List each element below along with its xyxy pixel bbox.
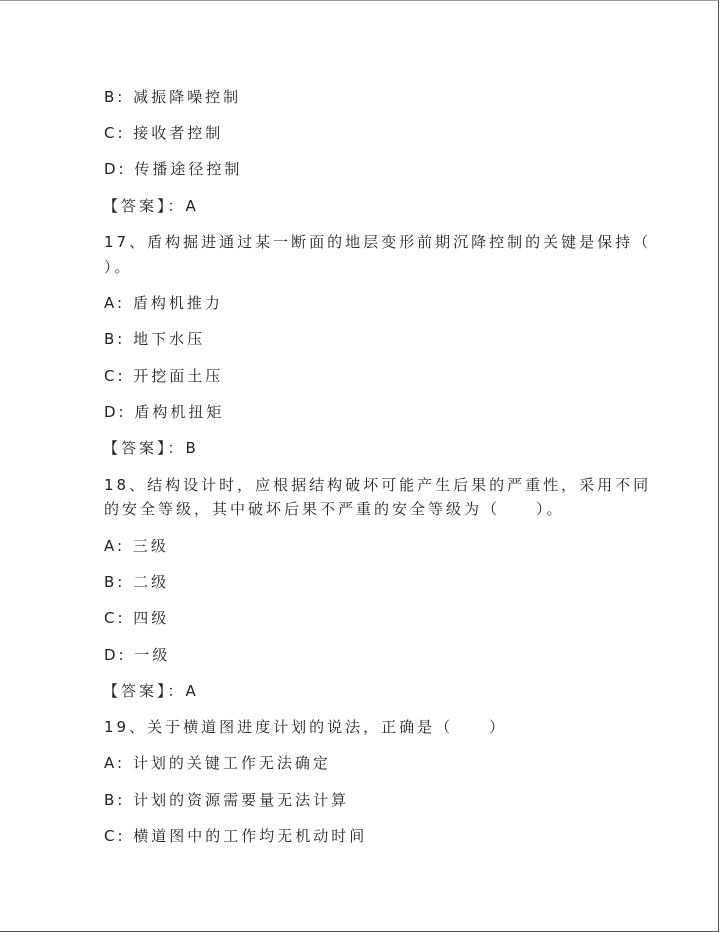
question-stem: 的安全等级，其中破坏后果不严重的安全等级为（ ）。 [104, 500, 565, 518]
option-line: A: 计划的关键工作无法确定 [104, 754, 331, 772]
answer-line: 【答案】：A [103, 197, 199, 215]
option-line: C: 接收者控制 [104, 124, 224, 142]
answer-line: 【答案】：A [103, 682, 199, 700]
option-line: B: 地下水压 [104, 330, 206, 348]
option-line: C: 四级 [104, 609, 170, 627]
question-stem: ）。 [104, 258, 133, 276]
option-line: B: 计划的资源需要量无法计算 [104, 791, 350, 809]
question-stem: 18、结构设计时，应根据结构破坏可能产生后果的严重性，采用不同 [104, 476, 652, 494]
question-stem: 17、盾构掘进通过某一断面的地层变形前期沉降控制的关键是保持（ [104, 233, 652, 251]
option-line: B: 二级 [104, 573, 170, 591]
option-line: B: 减振降噪控制 [104, 88, 242, 106]
option-line: D: 盾构机扭矩 [104, 403, 225, 421]
option-line: C: 横道图中的工作均无机动时间 [104, 827, 368, 845]
option-line: D: 传播途径控制 [104, 160, 243, 178]
option-line: C: 开挖面土压 [104, 367, 224, 385]
answer-line: 【答案】：B [103, 439, 199, 457]
option-line: D: 一级 [104, 646, 171, 664]
question-stem: 19、关于横道图进度计划的说法，正确是（ ） [104, 718, 508, 736]
option-line: A: 三级 [104, 537, 169, 555]
option-line: A: 盾构机推力 [104, 294, 223, 312]
